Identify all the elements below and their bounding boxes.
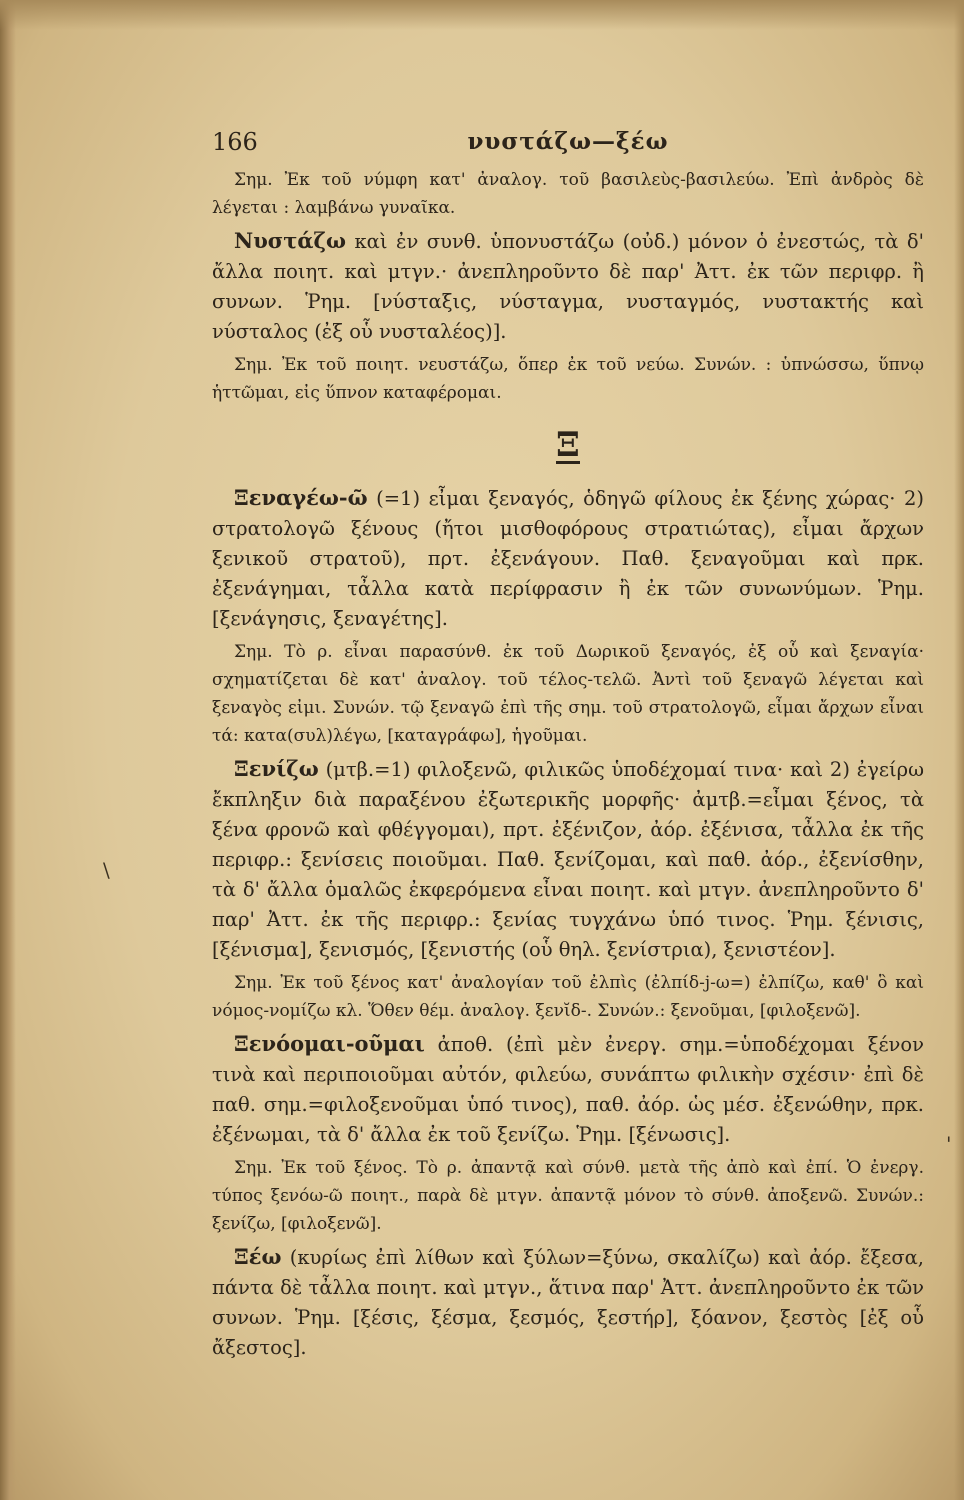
- headword: Νυστάζω: [234, 228, 346, 253]
- note-text: Σημ. Ἐκ τοῦ ξένος κατ' ἀναλογίαν τοῦ ἐλπὶς (ἐλπίδ-j-ω=) ἐλπίζω, καθ' ὃ καὶ νόμος-νομίζω κλ. Ὅθεν θέμ. ἀναλογ. ξενῐδ-. Συνών.: ξενοῦμαι, [φιλοξενῶ].: [212, 973, 924, 1021]
- headword: Ξεναγέω-ῶ: [234, 485, 368, 510]
- margin-mark-left: \: [103, 858, 110, 882]
- page-number: 166: [212, 128, 258, 156]
- headword: Ξενόομαι-οῦμαι: [234, 1031, 425, 1056]
- page-header: [212, 128, 924, 162]
- note-text: Σημ. Ἐκ τοῦ ξένος. Τὸ ρ. ἀπαντᾷ καὶ σύνθ. μετὰ τῆς ἀπὸ καὶ ἐπί. Ὁ ἐνεργ. τύπος ξενόω-ῶ ποιητ., παρὰ δὲ μτγν. ἀπαντᾷ μόνον τὸ σύνθ. ἀποξενῶ. Συνών.: ξενίζω, [φιλοξενῶ].: [212, 1158, 924, 1234]
- margin-mark-right: ': [946, 1132, 952, 1156]
- section-letter: [212, 425, 924, 465]
- entry-text: ἀποθ. (ἐπὶ μὲν ἐνεργ. σημ.=ὑποδέχομαι ξένον τινὰ καὶ περιποιοῦμαι αὐτόν, φιλεύω, συνάπτω φιλικὴν σχέσιν· ἐπὶ δὲ παθ. σημ.=φιλοξενοῦμαι ὑπό τινος), παθ. ἀόρ. ὡς μέσ. ἐξενώθην, πρκ. ἐξένωμαι, τὰ δ' ἄλλα ἐκ τοῦ ξενίζω. Ῥημ. [ξένωσις].: [212, 1033, 924, 1146]
- entry-xeo: [212, 1242, 924, 1363]
- entry-xenizo: [212, 754, 924, 965]
- entry-text: (κυρίως ἐπὶ λίθων καὶ ξύλων=ξύνω, σκαλίζω) καὶ ἀόρ. ἔξεσα, πάντα δὲ τἆλλα ποιητ. καὶ μτγν., ἅτινα παρ' Ἀττ. ἀνεπληροῦντο ἐκ τῶν συνων. Ῥημ. [ξέσις, ξέσμα, ξεσμός, ξεστήρ], ξόανον, ξεστὸς [ἐξ οὗ ἄξεστος].: [212, 1246, 924, 1359]
- note-text: Σημ. Τὸ ρ. εἶναι παρασύνθ. ἐκ τοῦ Δωρικοῦ ξεναγός, ἐξ οὗ καὶ ξεναγία· σχηματίζεται δὲ κατ' ἀναλογ. τοῦ τέλος-τελῶ. Ἀντὶ τοῦ ξεναγῶ λέγεται καὶ ξεναγὸς εἰμι. Συνών. τῷ ξεναγῶ ἐπὶ τῆς σημ. τοῦ στρατολογῶ, εἶμαι ἄρχων εἶναι τά: κατα(συλ)λέγω, [καταγράφω], ἡγοῦμαι.: [212, 642, 924, 746]
- page-edge-shadow-left: [0, 0, 16, 1500]
- note-neustazo: [212, 351, 924, 407]
- note-text: Σημ. Ἐκ τοῦ νύμφη κατ' ἀναλογ. τοῦ βασιλεὺς-βασιλεύω. Ἐπὶ ἀνδρὸς δὲ λέγεται : λαμβάνω γυναῖκα.: [212, 170, 924, 218]
- note-nymphe: [212, 166, 924, 222]
- note-xenos-apo: [212, 1154, 924, 1238]
- running-head: νυστάζω—ξέω: [467, 128, 669, 155]
- headword: Ξέω: [234, 1244, 282, 1269]
- entry-nystazo: [212, 226, 924, 347]
- headword: Ξενίζω: [234, 756, 319, 781]
- entry-text: (μτβ.=1) φιλοξενῶ, φιλικῶς ὑποδέχομαί τινα· καὶ 2) ἐγείρω ἔκπληξιν διὰ παραξένου ἐξωτερικῆς μορφῆς· ἀμτβ.=εἶμαι ξένος, τὰ ξένα φρονῶ καὶ φθέγγομαι), πρτ. ἐξένιζον, ἀόρ. ἐξένισα, τἆλλα ἐκ τῆς περιφρ.: ξενίσεις ποιοῦμαι. Παθ. ξενίζομαι, καὶ παθ. ἀόρ., ἐξενίσθην, τὰ δ' ἄλλα ὁμαλῶς ἐκφερόμενα εἶναι ποιητ. καὶ μτγν. ἀνεπληροῦντο δ' παρ' Ἀττ. ἐκ τῆς περιφρ.: ξενίας τυγχάνω ὑπό τινος. Ῥημ. ξένισις, [ξένισμα], ξενισμός, [ξενιστής (οὗ θηλ. ξενίστρια), ξενιστέον].: [212, 758, 924, 961]
- section-letter-xi: Ξ: [556, 425, 580, 465]
- note-text: Σημ. Ἐκ τοῦ ποιητ. νευστάζω, ὅπερ ἐκ τοῦ νεύω. Συνών. : ὑπνώσσω, ὕπνῳ ἡττῶμαι, εἰς ὕπνον καταφέρομαι.: [212, 355, 924, 403]
- page-edge-shadow-right: [954, 0, 964, 1500]
- page-content: [212, 128, 924, 1363]
- entry-xenoomai: [212, 1029, 924, 1150]
- note-xenagos: [212, 638, 924, 750]
- entry-text: (=1) εἶμαι ξεναγός, ὁδηγῶ φίλους ἐκ ξένης χώρας· 2) στρατολογῶ ξένους (ἤτοι μισθοφόρους στρατιώτας), εἶμαι ἄρχων ξενικοῦ στρατοῦ), πρτ. ἐξενάγουν. Παθ. ξεναγοῦμαι καὶ πρκ. ἐξενάγημαι, τἆλλα κατὰ περίφρασιν ἢ ἐκ τῶν συνωνύμων. Ῥημ. [ξενάγησις, ξεναγέτης].: [212, 487, 924, 630]
- entry-text: καὶ ἐν συνθ. ὑπονυστάζω (οὐδ.) μόνον ὁ ἐνεστώς, τὰ δ' ἄλλα ποιητ. καὶ μτγν.· ἀνεπληροῦντο δὲ παρ' Ἀττ. ἐκ τῶν περιφρ. ἢ συνων. Ῥημ. [νύσταξις, νύσταγμα, νυσταγμός, νυστακτής καὶ νύσταλος (ἐξ οὗ νυσταλέος)].: [212, 230, 924, 343]
- note-xenos-elpis: [212, 969, 924, 1025]
- page-edge-shadow-top: [0, 0, 964, 30]
- entry-xenageo: [212, 483, 924, 634]
